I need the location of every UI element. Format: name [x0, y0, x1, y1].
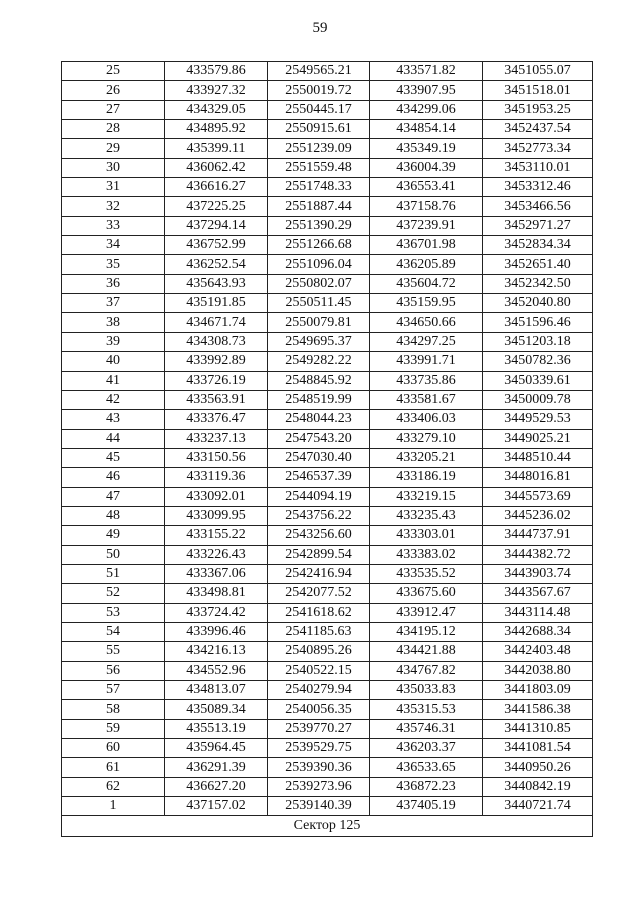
x2-cell: 437239.91 — [370, 216, 483, 235]
x1-cell: 436752.99 — [165, 236, 268, 255]
x1-cell: 433563.91 — [165, 390, 268, 409]
table-row — [62, 352, 593, 371]
sector-footer-row — [62, 816, 593, 837]
point-number-cell: 26 — [62, 81, 165, 100]
x2-cell: 433186.19 — [370, 468, 483, 487]
y2-cell: 3451055.07 — [483, 62, 593, 81]
y2-cell: 3448016.81 — [483, 468, 593, 487]
x2-cell: 435604.72 — [370, 274, 483, 293]
y1-cell: 2542416.94 — [268, 564, 370, 583]
y1-cell: 2549282.22 — [268, 352, 370, 371]
x1-cell: 433927.32 — [165, 81, 268, 100]
x2-cell: 435746.31 — [370, 719, 483, 738]
table-row — [62, 719, 593, 738]
x2-cell: 434421.88 — [370, 642, 483, 661]
x1-cell: 433226.43 — [165, 545, 268, 564]
x1-cell: 436062.42 — [165, 158, 268, 177]
x2-cell: 433912.47 — [370, 603, 483, 622]
point-number-cell: 61 — [62, 758, 165, 777]
y2-cell: 3452651.40 — [483, 255, 593, 274]
table-row — [62, 139, 593, 158]
point-number-cell: 35 — [62, 255, 165, 274]
table-row — [62, 158, 593, 177]
x1-cell: 433992.89 — [165, 352, 268, 371]
point-number-cell: 46 — [62, 468, 165, 487]
x1-cell: 433724.42 — [165, 603, 268, 622]
point-number-cell: 47 — [62, 487, 165, 506]
x1-cell: 434671.74 — [165, 313, 268, 332]
table-row — [62, 758, 593, 777]
y1-cell: 2541618.62 — [268, 603, 370, 622]
point-number-cell: 56 — [62, 661, 165, 680]
x1-cell: 434308.73 — [165, 332, 268, 351]
table-row — [62, 332, 593, 351]
x1-cell: 434552.96 — [165, 661, 268, 680]
point-number-cell: 44 — [62, 429, 165, 448]
x2-cell: 433571.82 — [370, 62, 483, 81]
x1-cell: 435513.19 — [165, 719, 268, 738]
y2-cell: 3450009.78 — [483, 390, 593, 409]
y2-cell: 3440842.19 — [483, 777, 593, 796]
y2-cell: 3449529.53 — [483, 410, 593, 429]
y2-cell: 3442038.80 — [483, 661, 593, 680]
point-number-cell: 57 — [62, 681, 165, 700]
y2-cell: 3452834.34 — [483, 236, 593, 255]
point-number-cell: 38 — [62, 313, 165, 332]
y1-cell: 2543756.22 — [268, 506, 370, 525]
x2-cell: 433907.95 — [370, 81, 483, 100]
table-row — [62, 100, 593, 119]
table-row — [62, 584, 593, 603]
x2-cell: 434650.66 — [370, 313, 483, 332]
table-row — [62, 390, 593, 409]
y2-cell: 3449025.21 — [483, 429, 593, 448]
x2-cell: 434854.14 — [370, 120, 483, 139]
point-number-cell: 40 — [62, 352, 165, 371]
y1-cell: 2539390.36 — [268, 758, 370, 777]
table-row — [62, 526, 593, 545]
point-number-cell: 49 — [62, 526, 165, 545]
y1-cell: 2539529.75 — [268, 739, 370, 758]
y1-cell: 2551748.33 — [268, 178, 370, 197]
x2-cell: 434299.06 — [370, 100, 483, 119]
y2-cell: 3452342.50 — [483, 274, 593, 293]
x1-cell: 433498.81 — [165, 584, 268, 603]
y2-cell: 3441803.09 — [483, 681, 593, 700]
y2-cell: 3453466.56 — [483, 197, 593, 216]
y2-cell: 3451953.25 — [483, 100, 593, 119]
y1-cell: 2549695.37 — [268, 332, 370, 351]
x1-cell: 436627.20 — [165, 777, 268, 796]
x2-cell: 433303.01 — [370, 526, 483, 545]
x1-cell: 436252.54 — [165, 255, 268, 274]
coordinates-table-body — [62, 62, 593, 816]
point-number-cell: 42 — [62, 390, 165, 409]
x2-cell: 437405.19 — [370, 797, 483, 816]
point-number-cell: 28 — [62, 120, 165, 139]
point-number-cell: 51 — [62, 564, 165, 583]
y1-cell: 2548044.23 — [268, 410, 370, 429]
y1-cell: 2546537.39 — [268, 468, 370, 487]
coordinates-table — [61, 61, 593, 837]
page-number: 59 — [312, 20, 328, 36]
y1-cell: 2540895.26 — [268, 642, 370, 661]
y2-cell: 3441586.38 — [483, 700, 593, 719]
x2-cell: 433991.71 — [370, 352, 483, 371]
y1-cell: 2542899.54 — [268, 545, 370, 564]
table-row — [62, 739, 593, 758]
y2-cell: 3441081.54 — [483, 739, 593, 758]
table-row — [62, 313, 593, 332]
x2-cell: 433581.67 — [370, 390, 483, 409]
table-row — [62, 506, 593, 525]
sector-label: Сектор 125 — [62, 816, 593, 837]
table-row — [62, 236, 593, 255]
x1-cell: 435399.11 — [165, 139, 268, 158]
y1-cell: 2547030.40 — [268, 448, 370, 467]
x1-cell: 434813.07 — [165, 681, 268, 700]
y2-cell: 3452040.80 — [483, 294, 593, 313]
y1-cell: 2547543.20 — [268, 429, 370, 448]
table-row — [62, 178, 593, 197]
point-number-cell: 29 — [62, 139, 165, 158]
point-number-cell: 52 — [62, 584, 165, 603]
x1-cell: 437294.14 — [165, 216, 268, 235]
x2-cell: 433205.21 — [370, 448, 483, 467]
x1-cell: 435964.45 — [165, 739, 268, 758]
y1-cell: 2550915.61 — [268, 120, 370, 139]
y2-cell: 3441310.85 — [483, 719, 593, 738]
table-row — [62, 410, 593, 429]
y1-cell: 2550019.72 — [268, 81, 370, 100]
x1-cell: 433092.01 — [165, 487, 268, 506]
point-number-cell: 37 — [62, 294, 165, 313]
point-number-cell: 62 — [62, 777, 165, 796]
y1-cell: 2543256.60 — [268, 526, 370, 545]
table-row — [62, 429, 593, 448]
y2-cell: 3451518.01 — [483, 81, 593, 100]
y2-cell: 3445236.02 — [483, 506, 593, 525]
x2-cell: 433235.43 — [370, 506, 483, 525]
x1-cell: 433099.95 — [165, 506, 268, 525]
x2-cell: 436203.37 — [370, 739, 483, 758]
y2-cell: 3443114.48 — [483, 603, 593, 622]
y1-cell: 2540522.15 — [268, 661, 370, 680]
y1-cell: 2544094.19 — [268, 487, 370, 506]
x2-cell: 435315.53 — [370, 700, 483, 719]
table-row — [62, 622, 593, 641]
y1-cell: 2551239.09 — [268, 139, 370, 158]
table-row — [62, 487, 593, 506]
x1-cell: 433155.22 — [165, 526, 268, 545]
x1-cell: 436616.27 — [165, 178, 268, 197]
y2-cell: 3452773.34 — [483, 139, 593, 158]
point-number-cell: 39 — [62, 332, 165, 351]
x1-cell: 435643.93 — [165, 274, 268, 293]
table-row — [62, 274, 593, 293]
y1-cell: 2542077.52 — [268, 584, 370, 603]
x1-cell: 434329.05 — [165, 100, 268, 119]
x1-cell: 433119.36 — [165, 468, 268, 487]
x1-cell: 433367.06 — [165, 564, 268, 583]
point-number-cell: 50 — [62, 545, 165, 564]
y2-cell: 3440721.74 — [483, 797, 593, 816]
point-number-cell: 32 — [62, 197, 165, 216]
y1-cell: 2551266.68 — [268, 236, 370, 255]
x1-cell: 435089.34 — [165, 700, 268, 719]
point-number-cell: 41 — [62, 371, 165, 390]
y2-cell: 3442688.34 — [483, 622, 593, 641]
x2-cell: 434195.12 — [370, 622, 483, 641]
table-row — [62, 255, 593, 274]
y1-cell: 2551390.29 — [268, 216, 370, 235]
y1-cell: 2551096.04 — [268, 255, 370, 274]
x1-cell: 437225.25 — [165, 197, 268, 216]
x1-cell: 433726.19 — [165, 371, 268, 390]
point-number-cell: 53 — [62, 603, 165, 622]
x2-cell: 435349.19 — [370, 139, 483, 158]
x2-cell: 435159.95 — [370, 294, 483, 313]
table-row — [62, 681, 593, 700]
table-row — [62, 62, 593, 81]
x1-cell: 433376.47 — [165, 410, 268, 429]
x2-cell: 436701.98 — [370, 236, 483, 255]
table-row — [62, 120, 593, 139]
table-row — [62, 294, 593, 313]
y2-cell: 3452437.54 — [483, 120, 593, 139]
y1-cell: 2539140.39 — [268, 797, 370, 816]
y2-cell: 3451203.18 — [483, 332, 593, 351]
table-row — [62, 564, 593, 583]
y1-cell: 2540056.35 — [268, 700, 370, 719]
x1-cell: 436291.39 — [165, 758, 268, 777]
x2-cell: 433735.86 — [370, 371, 483, 390]
table-row — [62, 777, 593, 796]
x1-cell: 434216.13 — [165, 642, 268, 661]
y2-cell: 3444737.91 — [483, 526, 593, 545]
point-number-cell: 48 — [62, 506, 165, 525]
y2-cell: 3440950.26 — [483, 758, 593, 777]
point-number-cell: 1 — [62, 797, 165, 816]
table-row — [62, 371, 593, 390]
x1-cell: 433237.13 — [165, 429, 268, 448]
y2-cell: 3451596.46 — [483, 313, 593, 332]
table-row — [62, 661, 593, 680]
point-number-cell: 33 — [62, 216, 165, 235]
x2-cell: 433406.03 — [370, 410, 483, 429]
table-row — [62, 642, 593, 661]
y2-cell: 3453312.46 — [483, 178, 593, 197]
table-row — [62, 700, 593, 719]
x2-cell: 433279.10 — [370, 429, 483, 448]
point-number-cell: 60 — [62, 739, 165, 758]
y2-cell: 3442403.48 — [483, 642, 593, 661]
x2-cell: 436533.65 — [370, 758, 483, 777]
point-number-cell: 45 — [62, 448, 165, 467]
y1-cell: 2551559.48 — [268, 158, 370, 177]
point-number-cell: 59 — [62, 719, 165, 738]
x2-cell: 436004.39 — [370, 158, 483, 177]
point-number-cell: 43 — [62, 410, 165, 429]
x1-cell: 433579.86 — [165, 62, 268, 81]
point-number-cell: 54 — [62, 622, 165, 641]
x2-cell: 433383.02 — [370, 545, 483, 564]
y2-cell: 3448510.44 — [483, 448, 593, 467]
table-row — [62, 468, 593, 487]
y1-cell: 2550511.45 — [268, 294, 370, 313]
point-number-cell: 31 — [62, 178, 165, 197]
x2-cell: 437158.76 — [370, 197, 483, 216]
y1-cell: 2539273.96 — [268, 777, 370, 796]
table-row — [62, 448, 593, 467]
x2-cell: 434297.25 — [370, 332, 483, 351]
table-row — [62, 603, 593, 622]
x1-cell: 435191.85 — [165, 294, 268, 313]
y1-cell: 2550802.07 — [268, 274, 370, 293]
y2-cell: 3445573.69 — [483, 487, 593, 506]
y2-cell: 3450782.36 — [483, 352, 593, 371]
x2-cell: 433675.60 — [370, 584, 483, 603]
y2-cell: 3443903.74 — [483, 564, 593, 583]
y2-cell: 3453110.01 — [483, 158, 593, 177]
y1-cell: 2548845.92 — [268, 371, 370, 390]
y1-cell: 2540279.94 — [268, 681, 370, 700]
x2-cell: 436872.23 — [370, 777, 483, 796]
y2-cell: 3443567.67 — [483, 584, 593, 603]
table-row — [62, 197, 593, 216]
y1-cell: 2550079.81 — [268, 313, 370, 332]
point-number-cell: 27 — [62, 100, 165, 119]
y1-cell: 2550445.17 — [268, 100, 370, 119]
y1-cell: 2549565.21 — [268, 62, 370, 81]
y2-cell: 3450339.61 — [483, 371, 593, 390]
x2-cell: 436205.89 — [370, 255, 483, 274]
x2-cell: 434767.82 — [370, 661, 483, 680]
x1-cell: 437157.02 — [165, 797, 268, 816]
y1-cell: 2539770.27 — [268, 719, 370, 738]
x2-cell: 433535.52 — [370, 564, 483, 583]
y1-cell: 2548519.99 — [268, 390, 370, 409]
table-row — [62, 216, 593, 235]
table-row — [62, 797, 593, 816]
x1-cell: 433150.56 — [165, 448, 268, 467]
point-number-cell: 36 — [62, 274, 165, 293]
point-number-cell: 25 — [62, 62, 165, 81]
y1-cell: 2551887.44 — [268, 197, 370, 216]
point-number-cell: 34 — [62, 236, 165, 255]
x1-cell: 433996.46 — [165, 622, 268, 641]
point-number-cell: 30 — [62, 158, 165, 177]
y2-cell: 3452971.27 — [483, 216, 593, 235]
x1-cell: 434895.92 — [165, 120, 268, 139]
y1-cell: 2541185.63 — [268, 622, 370, 641]
x2-cell: 433219.15 — [370, 487, 483, 506]
y2-cell: 3444382.72 — [483, 545, 593, 564]
x2-cell: 435033.83 — [370, 681, 483, 700]
table-row — [62, 81, 593, 100]
x2-cell: 436553.41 — [370, 178, 483, 197]
point-number-cell: 58 — [62, 700, 165, 719]
point-number-cell: 55 — [62, 642, 165, 661]
table-row — [62, 545, 593, 564]
